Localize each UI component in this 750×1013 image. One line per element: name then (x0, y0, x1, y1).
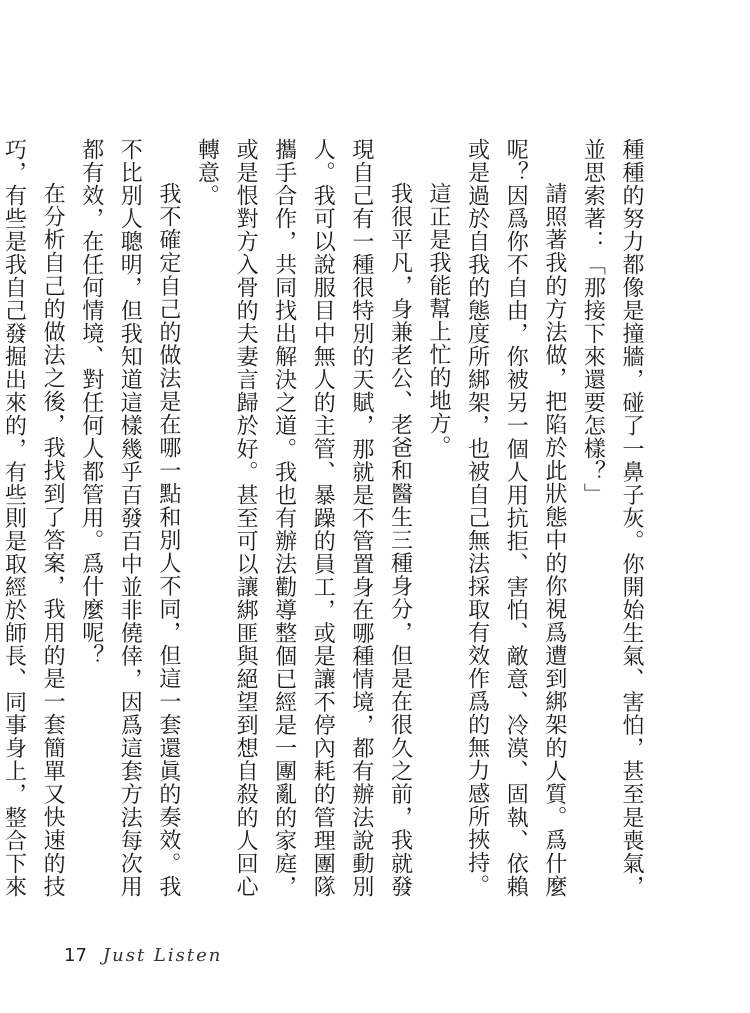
paragraph: 我很平凡，身兼老公、老爸和醫生三種身分，但是在很久之前，我就發現自己有一種很特別的天賦，那就是不管置身在哪種情境，都有辦法說動別人。我可以說服目中無人的主管、暴躁的員工，或是讓不停內耗的管理團隊攜手合作，共同找出解決之道。我也有辦法勸導整個已經是一團亂的家庭，或是恨對方入骨的夫妻言歸於好。甚至可以讓綁匪與絕望到想自殺的人回心轉意。 (194, 138, 413, 898)
page-footer (64, 945, 222, 973)
page-number: 17 (64, 945, 87, 966)
paragraph-continuation: 種種的努力都像是撞牆，碰了一鼻子灰。你開始生氣、害怕，甚至是喪氣，並思索著：「那接下來還要怎樣？」 (580, 138, 644, 898)
paragraph: 在分析自己的做法之後，我找到了答案，我用的是一套簡單又快速的技巧，有些是我自己發掘出來的，有些則是取經於師長、同事身上，整合下來 (1, 138, 66, 898)
paragraph: 請照著我的方法做，把陷於此狀態中的你視爲遭到綁架的人質。爲什麼呢？因爲你不自由，你被另一個人用抗拒、害怕、敵意、冷漠、固執、依賴或是過於自我的態度所綁架，也被自己無法採取有效作爲的無力感所挾持。 (464, 138, 567, 898)
paragraph: 我不確定自己的做法是在哪一點和別人不同，但這一套還眞的奏效。我不比別人聰明，但我知道這樣幾乎百發百中並非僥倖，因爲這套方法每次用都有效，在任何情境、對任何人都管用。爲什麼呢？ (78, 138, 181, 898)
vertical-text-body (0, 138, 650, 898)
paragraph: 這正是我能幫上忙的地方。 (426, 182, 452, 458)
running-title: Just Listen (102, 945, 223, 966)
